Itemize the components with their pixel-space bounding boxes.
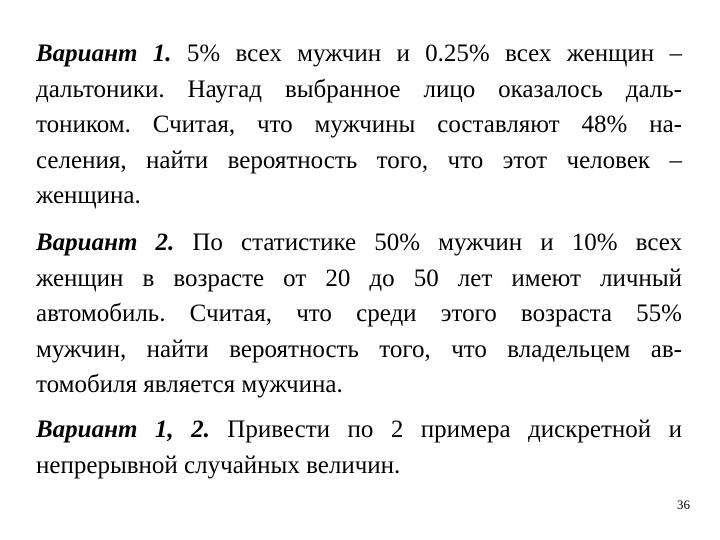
task-line: женщина.	[36, 182, 141, 209]
task-variant-2	[36, 225, 682, 403]
task-line: томобиля является мужчина.	[36, 371, 343, 398]
variant-label: Вариант 1, 2.	[36, 416, 210, 443]
task-text: Привести по 2 примера дискретной и	[209, 416, 683, 443]
task-line: мужчин, найти вероятность того, что владельцем ав-	[36, 335, 682, 363]
variant-label: Вариант 1.	[36, 40, 172, 67]
task-line: непрерывной случайных величин.	[36, 451, 401, 479]
task-variant-1	[36, 36, 682, 214]
task-text: По статистике 50% мужчин и 10% всех	[174, 229, 682, 256]
task-line: женщин в возрасте от 20 до 50 лет имеют личный	[36, 264, 682, 292]
task-line	[36, 225, 682, 261]
task-line: автомобиль. Считая, что среди этого возраста 55%	[36, 300, 682, 327]
variant-label: Вариант 2.	[36, 229, 175, 256]
task-line: тоником. Считая, что мужчины составляют 48% на-	[36, 111, 682, 138]
task-text: 5% всех мужчин и 0.25% всех женщин –	[171, 40, 682, 67]
task-line	[36, 36, 682, 72]
task-line: селения, найти вероятность того, что этот человек –	[36, 146, 682, 174]
task-line	[36, 412, 682, 448]
task-variant-1-2	[36, 412, 682, 483]
page-number: 36	[677, 497, 690, 512]
task-line: дальтоники. Наугад выбранное лицо оказалось даль-	[36, 75, 682, 103]
